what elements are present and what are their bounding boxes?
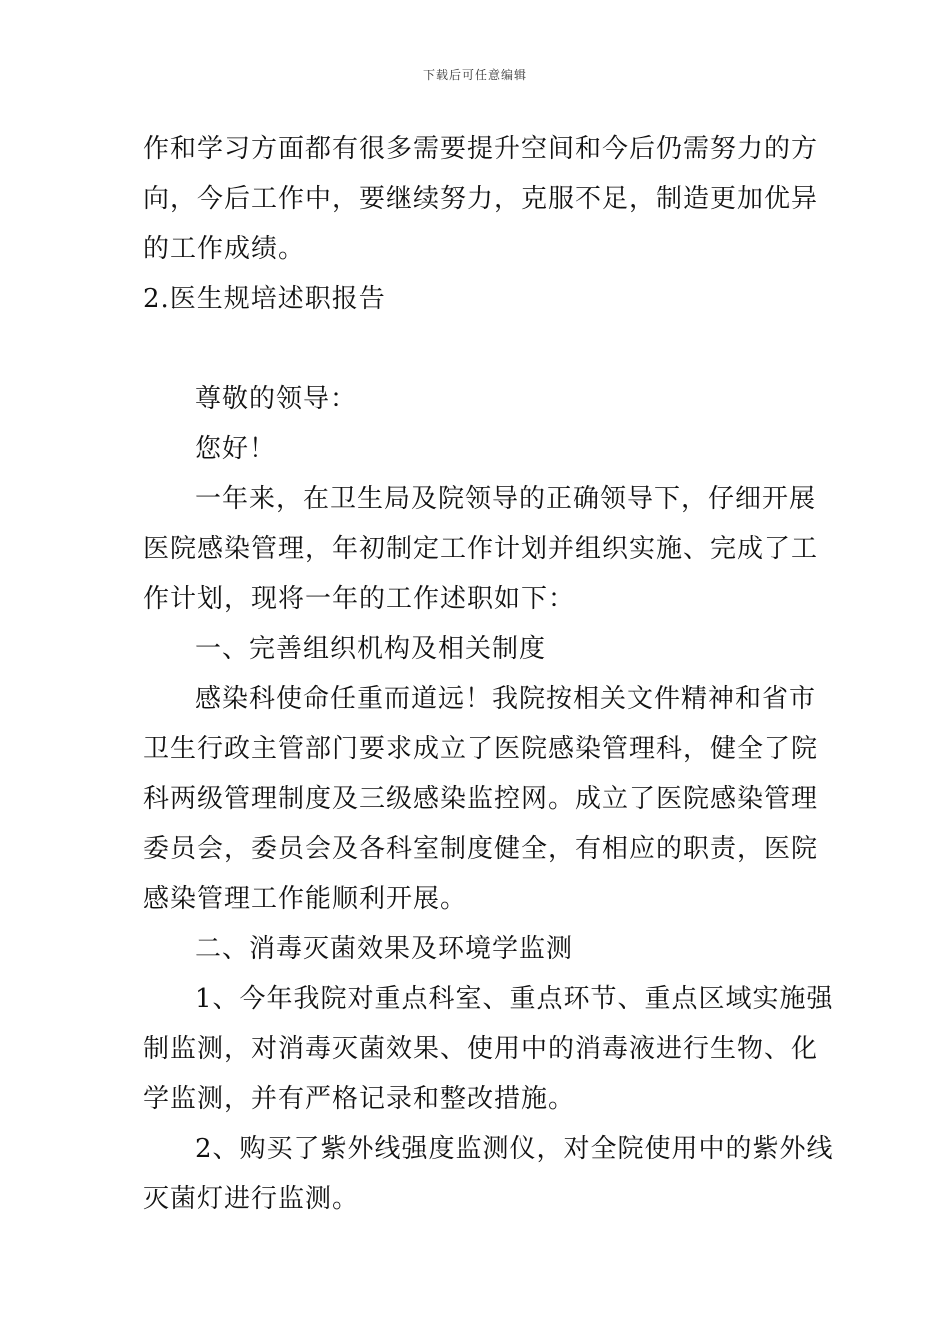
- body-line: 制监测，对消毒灭菌效果、使用中的消毒液进行生物、化: [143, 1034, 819, 1064]
- subsection-heading: 二、消毒灭菌效果及环境学监测: [195, 934, 574, 964]
- body-line: 卫生行政主管部门要求成立了医院感染管理科，健全了院: [143, 734, 819, 764]
- body-line: 科两级管理制度及三级感染监控网。成立了医院感染管理: [143, 784, 819, 814]
- body-line: 作和学习方面都有很多需要提升空间和今后仍需努力的方: [143, 134, 819, 164]
- body-line: 委员会，委员会及各科室制度健全，有相应的职责，医院: [143, 834, 819, 864]
- body-line: 作计划，现将一年的工作述职如下：: [143, 584, 576, 614]
- salutation: 尊敬的领导：: [195, 384, 358, 414]
- body-line: 2、购买了紫外线强度监测仪，对全院使用中的紫外线: [195, 1134, 834, 1164]
- body-line: 医院感染管理，年初制定工作计划并组织实施、完成了工: [143, 534, 819, 564]
- body-line: 一年来，在卫生局及院领导的正确领导下，仔细开展: [195, 484, 817, 514]
- section-heading: 2.医生规培述职报告: [143, 284, 386, 314]
- greeting: 您好！: [195, 434, 277, 464]
- body-line: 的工作成绩。: [143, 234, 306, 264]
- subsection-heading: 一、完善组织机构及相关制度: [195, 634, 547, 664]
- body-line: 学监测，并有严格记录和整改措施。: [143, 1084, 576, 1114]
- header-note: 下载后可任意编辑: [422, 68, 527, 82]
- body-line: 灭菌灯进行监测。: [143, 1184, 360, 1214]
- body-line: 感染科使命任重而道远！我院按相关文件精神和省市: [195, 684, 817, 714]
- body-line: 1、今年我院对重点科室、重点环节、重点区域实施强: [195, 984, 834, 1014]
- body-line: 向，今后工作中，要继续努力，克服不足，制造更加优异: [143, 184, 819, 214]
- body-line: 感染管理工作能顺利开展。: [143, 884, 468, 914]
